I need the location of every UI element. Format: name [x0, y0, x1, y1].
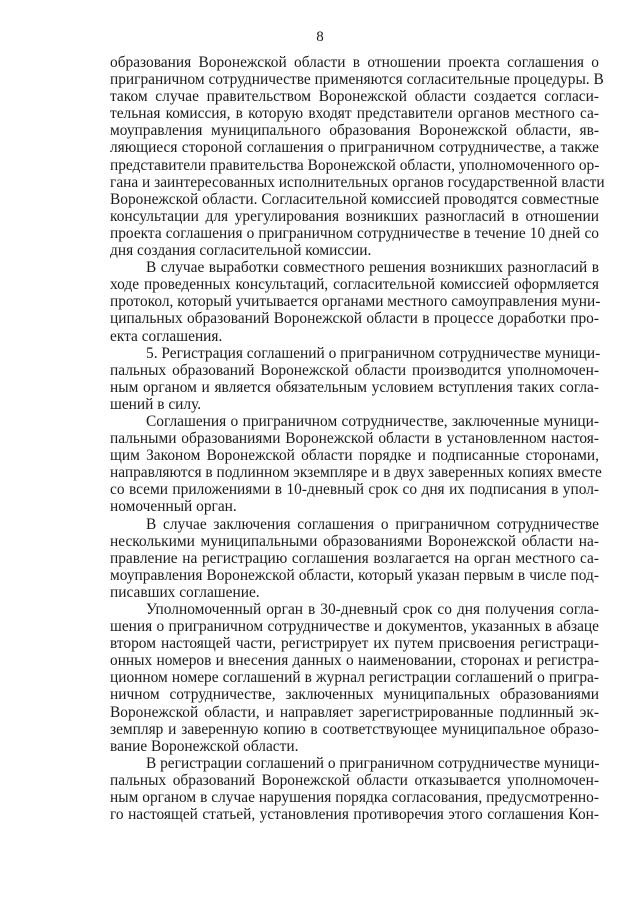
text-line: ным органом в случае нарушения порядка согласования, предусмотренно- [110, 789, 599, 807]
text-line: таком случае правительством Воронежской области создается согласи- [110, 88, 599, 106]
text-line: щим Законом Воронежской области порядке и подписанные сторонами, [110, 447, 599, 465]
text-line: проекта соглашения о приграничном сотрудничестве в течение 10 дней со [110, 224, 599, 242]
text-line: писавших соглашение. [110, 583, 260, 601]
text-line: со всеми приложениями в 10-дневный срок со дня их подписания в упол- [110, 481, 599, 499]
text-line: ным органом и является обязательным условием вступления таких согла- [110, 378, 599, 396]
text-line: ционном номере соглашений в журнал регистрации соглашений о пригра- [110, 669, 599, 687]
text-line: несколькими муниципальными образованиями Воронежской области на- [110, 532, 599, 550]
text-line: В случае заключения соглашения о приграничном сотрудничестве [146, 515, 599, 533]
text-line: протокол, который учитывается органами местного самоуправления муни- [110, 293, 601, 311]
text-line: консультации для урегулирования возникших разногласий в отношении [110, 207, 599, 225]
text-line: моуправления муниципального образования Воронежской области, яв- [110, 122, 599, 140]
document-body [110, 54, 605, 824]
text-line: ничном сотрудничестве, заключенных муниципальных образованиями [110, 686, 599, 704]
paragraph [110, 54, 605, 260]
text-line: В регистрации соглашений о приграничном сотрудничестве муници- [146, 754, 600, 772]
text-line: номоченный орган. [110, 498, 237, 516]
text-line: дня создания согласительной комиссии. [110, 242, 372, 260]
text-line: ципальных образований Воронежской области в процессе доработки про- [110, 310, 599, 328]
paragraph [110, 259, 599, 344]
text-line: втором настоящей части, регистрирует их путем присвоения регистраци- [110, 635, 599, 653]
text-line: направляются в подлинном экземпляре и в двух заверенных копиях вместе [110, 464, 602, 482]
text-line: Воронежской области, и направляет зарегистрированные подлинный эк- [110, 703, 599, 721]
text-line: представители правительства Воронежской области, уполномоченного ор- [110, 156, 600, 174]
text-line: пальными образованиями Воронежской области в установленном настоя- [110, 430, 599, 448]
text-line: тельная комиссия, в которую входят представители органов местного са- [110, 105, 599, 123]
text-line: пальных образований Воронежской области производится уполномочен- [110, 361, 599, 379]
text-line: Соглашения о приграничном сотрудничестве, заключенные муници- [146, 412, 599, 430]
text-line: образования Воронежской области в отношении проекта соглашения о [110, 54, 599, 71]
paragraph [110, 412, 602, 516]
text-line: 5. Регистрация соглашений о приграничном сотрудничестве муници- [146, 344, 601, 362]
text-line: онных номеров и внесения данных о наименовании, сторонах и регистра- [110, 652, 599, 670]
paragraph [110, 345, 599, 413]
text-line: го настоящей статьей, установления противоречия этого соглашения Кон- [110, 806, 599, 824]
paragraph [110, 755, 599, 823]
text-line: Воронежской области. Согласительной комиссией проводятся совместные [110, 190, 599, 208]
text-line: земпляр и заверенную копию в соответствующее муниципальное образо- [110, 720, 599, 738]
text-line: екта соглашения. [110, 327, 223, 345]
text-line: ходе проведенных консультаций, согласительной комиссией оформляется [110, 276, 599, 294]
text-line: гана и заинтересованных исполнительных органов государственной власти [110, 173, 605, 191]
text-line: шения о приграничном сотрудничестве и документов, указанных в абзаце [110, 618, 599, 636]
text-line: Уполномоченный орган в 30-дневный срок со дня получения согла- [146, 601, 599, 618]
paragraph [110, 601, 599, 755]
text-line: В случае выработки совместного решения возникших разногласий в [146, 259, 599, 277]
text-line: пальных образований Воронежской области отказывается уполномочен- [110, 771, 599, 789]
text-line: приграничном сотрудничестве применяются согласительные процедуры. В [110, 71, 604, 89]
text-line: шений в силу. [110, 395, 202, 413]
text-line: моуправления Воронежской области, который указан первым в числе под- [110, 566, 599, 584]
paragraph [110, 516, 599, 601]
text-line: вание Воронежской области. [110, 737, 299, 755]
text-line: ляющиеся стороной соглашения о приграничном сотрудничестве, а также [110, 139, 599, 157]
text-line: правление на регистрацию соглашения возлагается на орган местного са- [110, 549, 599, 567]
page-number: 8 [316, 29, 324, 45]
